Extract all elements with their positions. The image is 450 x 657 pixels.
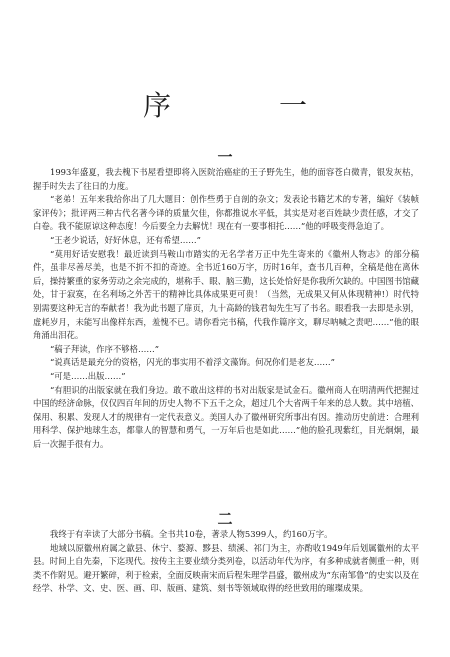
paragraph: “可是……出版……” xyxy=(50,370,126,381)
section-1-body xyxy=(33,166,419,451)
paragraph: “稿子拜读，作序不够格……” xyxy=(50,343,160,354)
paragraph: “说真话是最充分的资格，闪光的事实用不着浮文藻饰。何况你们是老友……” xyxy=(50,357,335,368)
section-1-number: 一 xyxy=(217,148,233,166)
paragraph: “莫用好话安慰我！最近读到马鞍山市踏实的无名学者万正中先生寄来的《徽州人物志》的部分稿件，虽非尽善尽美，也是不折不扣的奇迹。全书近160万字，历时16年，查书几百种，全稿是他在离休后，操持繁重的家务劳动之余完成的，堪称手、眼、脑三勤，这长处恰好是你我所欠缺的。中国图书馆藏处，甘于寂寞，在名利场之外苦干的精神比具体成果更可贵！（当然，无成果又何从体现精神!）时代特别需要这种无言的奉献者！我为此书题了扉页，九十高龄的钱君匋先生写了书名。眼看我一去即是永别，虚耗岁月，未能写出像样东西，羞愧不已。请你看完书稿，代我作篇序文，聊尽呐喊之责吧……”他的眼角涌出泪花。 xyxy=(33,248,419,341)
paragraph: “有胆识的出版家就在我们身边。敢不敢出这样的书对出版家是试金石。徽州商人在明清两代把握过中国的经济命脉，仅仅四百年间的历史人物不下五千之众，超过几个大省两千年来的总人数。其中培植、保用、积累、发现人才的规律有一定代表意义。美国人办了徽州研究所事出有因。推动历史前进：合理利用科学、保护地球生态，都靠人的智慧和勇气，一万年后也是如此……”他的脸孔现紫红，目光炯炯，最后一次握手很有力。 xyxy=(33,384,419,449)
paragraph: 地域以原徽州府属之歙县、休宁、婺源、黟县、绩溪、祁门为主，亦酌收1949年后划属徽州的太平县。时间上自先秦，下迄现代。按传主主要业绩分类列卷，以活动年代为序，有多种成就者侧重一种，则类不作附见。避开繁碎，利于检索，全面反映南宋而后程朱理学昌盛，徽州成为“东南邹鲁”的史实以及在经学、朴学、文、史、医、画、印、版画、建筑、刻书等领域取得的经世致用的璀璨成果。 xyxy=(33,542,419,594)
section-2-body xyxy=(33,528,419,596)
section-2-number: 二 xyxy=(217,510,233,528)
paragraph: “王老少说话，好好休息，还有希望……” xyxy=(50,234,201,245)
paragraph: “老弟！五年来我给你出了几大题目：创作些勇于自剖的杂文；发表论书籍艺术的专著，编好《装帧家评传》；批评两三种古代名著今译的质量欠佳，你都推说水平低，其实是对老百姓缺少责任感，才交了白卷。我不能原谅这种态度！今后要全力去解忧！现在有一要事相托……”他的呼吸变得急迫了。 xyxy=(33,194,419,232)
page-title: 序 一 xyxy=(142,89,347,122)
paragraph: 我终于有幸读了大部分书稿。全书共10卷，著录人物5399人，约160万字。 xyxy=(50,529,333,539)
paragraph: 1993年盛夏，我去槐下书屋看望即将入医院治癌症的王子野先生，他的面容苍白微青，银发灰枯，握手时失去了往日的力度。 xyxy=(33,167,419,191)
